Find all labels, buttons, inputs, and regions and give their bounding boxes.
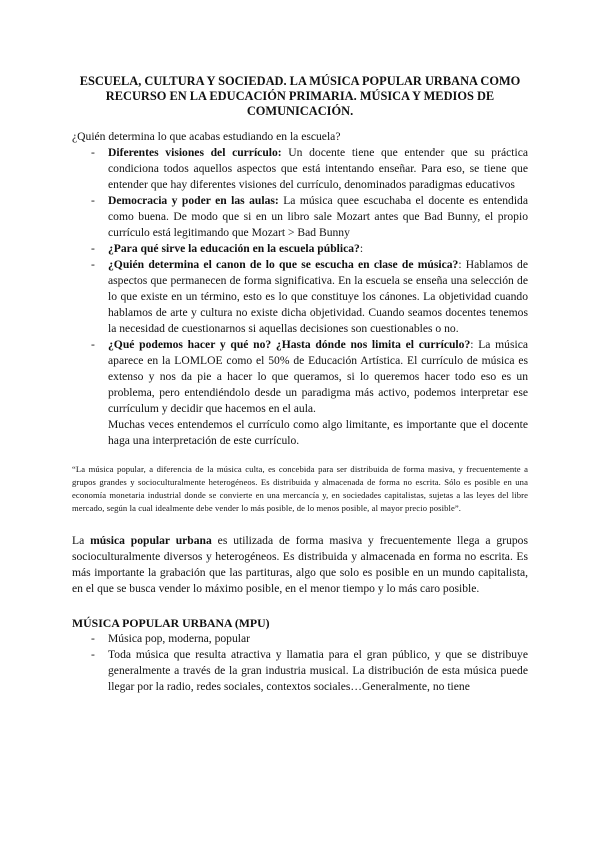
para-pre: La: [72, 534, 91, 547]
dash-bullet: -: [91, 146, 95, 159]
dash-bullet: -: [91, 648, 95, 661]
mpu-list: [72, 631, 528, 695]
item-heading: ¿Quién determina el canon de lo que se escucha en clase de música?: [108, 258, 459, 271]
section-heading-mpu: MÚSICA POPULAR URBANA (MPU): [72, 616, 270, 630]
dash-bullet: -: [91, 194, 95, 207]
list-item: [72, 145, 528, 193]
dash-bullet: -: [91, 632, 95, 645]
dash-bullet: -: [91, 338, 95, 351]
list-item: [72, 631, 528, 647]
quote-block: “La música popular, a diferencia de la música culta, es concebida para ser distribuida de forma masiva, y frecuentemente a grupos grandes y socioculturalmente heterogéneos. Es distribuida y almacenada de forma no escrita. Sólo es posible en una economía monetaria industrial donde se convierte en una mercancía y, en sociedades capitalistas, sujetas a las leyes del libre mercado, según la cual idealmente debe vender lo más posible, de lo menos posible, al mayor precio posible”.: [72, 464, 528, 513]
item-heading: Democracia y poder en las aulas:: [108, 194, 279, 207]
item-text: : La música aparece en la LOMLOE como el 50% de Educación Artística. El currículo de música es extenso y nos da pie a hacer lo que queramos, si lo queremos hacer todo eso es un problema, pero entendiéndolo desde un paradigma más activo, podemos interpretar ese currículum y decidir que hacemos en el aula.: [108, 338, 528, 415]
list-item: [72, 193, 528, 241]
para-bold: música popular urbana: [90, 534, 212, 547]
dash-bullet: -: [91, 258, 95, 271]
intro-question: ¿Quién determina lo que acabas estudiando en la escuela?: [72, 130, 341, 143]
item-text: :: [359, 242, 364, 255]
para-post: es utilizada de forma masiva y frecuentemente llega a grupos socioculturalmente diversos y heterogéneos. Es distribuida y almacenada en forma no escrita. Es más importante la grabación que las partituras, algo que solo es posible en un mundo capitalista, en el que se busca vender lo máximo posible, en el menor tiempo y lo más caro posible.: [72, 534, 528, 595]
dash-bullet: -: [91, 242, 95, 255]
item-heading: ¿Qué podemos hacer y qué no? ¿Hasta dónde nos limita el currículo?: [108, 338, 471, 351]
item-heading: ¿Para qué sirve la educación en la escuela pública?: [108, 242, 360, 255]
document-title: ESCUELA, CULTURA Y SOCIEDAD. LA MÚSICA POPULAR URBANA COMO RECURSO EN LA EDUCACIÓN PRIMARIA. MÚSICA Y MEDIOS DE COMUNICACIÓN.: [79, 74, 521, 118]
list-item: [72, 257, 528, 337]
list-item: [72, 337, 528, 417]
mpu-paragraph: [72, 533, 528, 597]
item-followup: Muchas veces entendemos el currículo como algo limitante, es importante que el docente haga una interpretación de este currículo.: [108, 418, 528, 447]
item-text: : Hablamos de aspectos que permanecen de forma significativa. En la escuela se enseña una selección de lo que existe en un término, esto es lo que constituye los cánones. La objetividad cuando hablamos de arte y cultura no existe dicha objetividad. Cuando seamos docentes tenemos la necesidad de cuestionarnos si aquellas decisiones son cuestionables o no.: [108, 258, 528, 335]
item-text: Toda música que resulta atractiva y llamatia para el gran público, y que se distribuye generalmente a través de la gran industria musical. La distribución de esta música puede llegar por la radio, redes sociales, contextos sociales…Generalmente, no tiene: [108, 648, 528, 693]
item-text: Música pop, moderna, popular: [108, 632, 250, 645]
item-heading: Diferentes visiones del currículo:: [108, 146, 282, 159]
curriculum-list: [72, 145, 528, 417]
list-item: [72, 647, 528, 695]
list-item: [72, 241, 528, 257]
item-text: La música quee escuchaba el docente es entendida como buena. De modo que si en un libro sale Mozart antes que Bad Bunny, el propio currículo está legitimando que Mozart > Bad Bunny: [108, 194, 528, 239]
item-text: Un docente tiene que entender que su práctica condiciona todos aquellos aspectos que está intentando enseñar. Para eso, se tiene que entender que hay diferentes visiones del currículo, denominados paradigmas educativos: [108, 146, 528, 191]
